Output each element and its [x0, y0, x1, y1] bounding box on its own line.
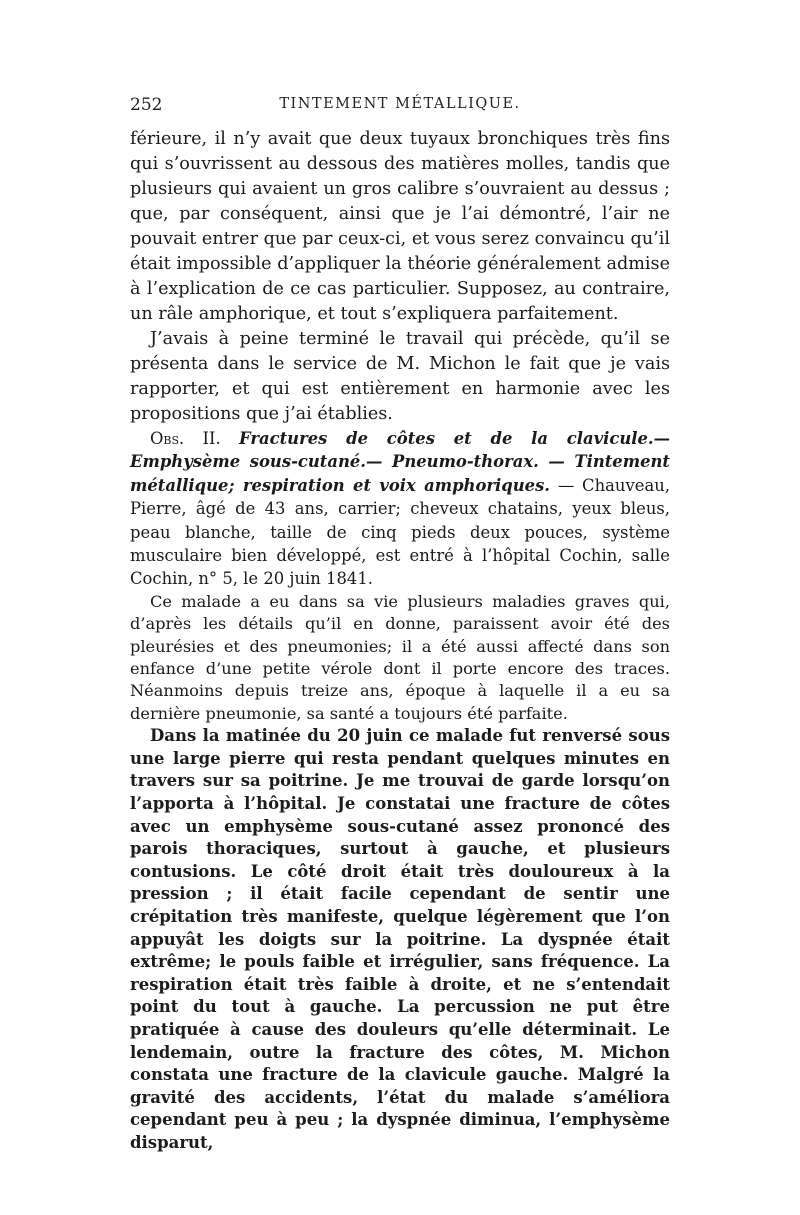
observation-title: Fractures de côtes et de la clavicule.— Emphysème sous-cutané.— Pneumo-thorax. — Tintement métallique; respiration et voix amphoriques.	[130, 429, 671, 495]
running-title: TINTEMENT MÉTALLIQUE.	[279, 96, 521, 112]
observation-heading	[130, 427, 670, 591]
book-page	[130, 95, 670, 1155]
observation-label: Obs. II.	[150, 429, 221, 448]
running-head	[130, 95, 670, 123]
page-number: 252	[130, 95, 163, 115]
body-paragraph-1: férieure, il n’y avait que deux tuyaux bronchiques très fins qui s’ouvrissent au dessous des matières molles, tandis que plusieurs qui avaient un gros calibre s’ouvraient au dessus ; que, par conséquent, ainsi que je l’ai démontré, l’air ne pouvait entrer que par ceux-ci, et vous serez convaincu qu’il était impossible d’appliquer la théorie généralement admise à l’explication de ce cas particulier. Supposez, au contraire, un râle amphorique, et tout s’expliquera parfaitement.	[130, 129, 670, 324]
case-paragraph-1: Ce malade a eu dans sa vie plusieurs maladies graves qui, d’après les détails qu’il en donne, paraissent avoir été des pleurésies et des pneumonies; il a été aussi affecté dans son enfance d’une petite vérole dont il porte encore des traces. Néanmoins depuis treize ans, époque à laquelle il a eu sa dernière pneumonie, sa santé a toujours été parfaite.	[130, 591, 670, 723]
body-paragraph-2: J’avais à peine terminé le travail qui précède, qu’il se présenta dans le service de M. Michon le fait que je vais rapporter, et qui est entièrement en harmonie avec les propositions que j’ai établies.	[130, 329, 670, 424]
case-paragraph-2: Dans la matinée du 20 juin ce malade fut renversé sous une large pierre qui resta pendant quelques minutes en travers sur sa poitrine. Je me trouvai de garde lorsqu’on l’apporta à l’hôpital. Je constatai une fracture de côtes avec un emphysème sous-cutané assez prononcé des parois thoraciques, surtout à gauche, et plusieurs contusions. Le côté droit était très douloureux à la pression ; il était facile cependant de sentir une crépitation très manifeste, quelque légèrement que l’on appuyât les doigts sur la poitrine. La dyspnée était extrême; le pouls faible et irrégulier, sans fréquence. La respiration était très faible à droite, et ne s’entendait point du tout à gauche. La percussion ne put être pratiquée à cause des douleurs qu’elle déterminait. Le lendemain, outre la fracture des côtes, M. Michon constata une fracture de la clavicule gauche. Malgré la gravité des accidents, l’état du malade s’améliora cependant peu à peu ; la dyspnée diminua, l’emphysème disparut,	[130, 726, 670, 1152]
observation-text: — Chauveau, Pierre, âgé de 43 ans, carrier; cheveux chatains, yeux bleus, peau blanche, taille de cinq pieds deux pouces, système musculaire bien développé, est entré à l’hôpital Cochin, salle Cochin, n° 5, le 20 juin 1841.	[130, 475, 670, 589]
